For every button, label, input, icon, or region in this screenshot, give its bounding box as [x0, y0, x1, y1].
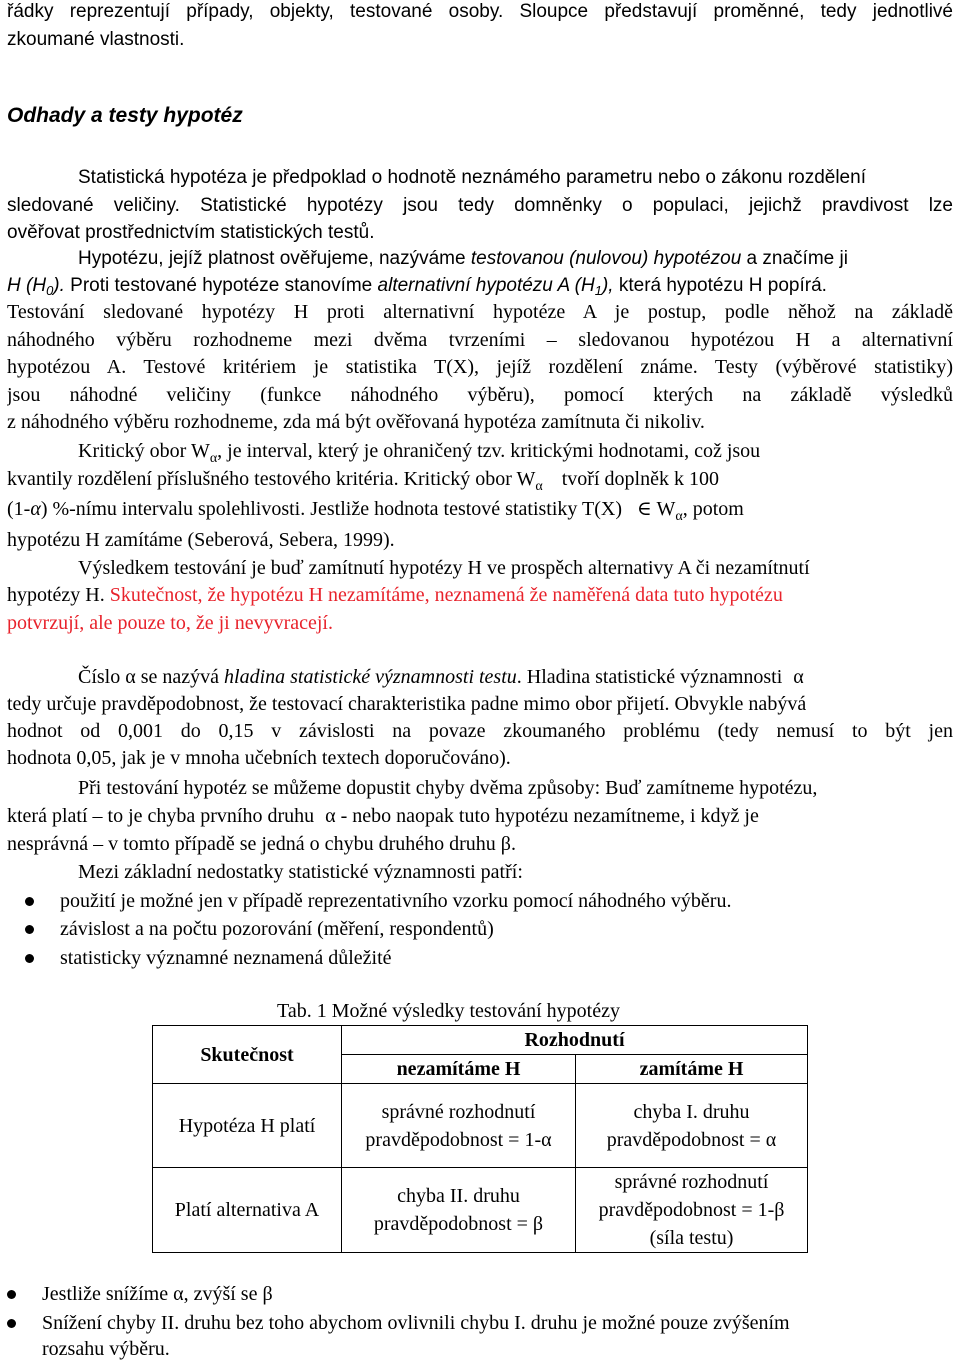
p2-line-2: náhodného výběru rozhodneme mezi dvěma tvrzeními – sledovanou hypotézou H a alternativní: [7, 329, 953, 351]
bullet-dot-5: [7, 1319, 16, 1328]
p4-line-1: Výsledkem testování je buď zamítnutí hypotézy H ve prospěch alternativy A či nezamítnutí: [78, 557, 810, 579]
p5-line-4: hodnota 0,05, jak je v mnoha učebních textech doporučováno).: [7, 747, 511, 769]
cell-2-1-line-2: pravděpodobnost = β: [373, 1213, 544, 1235]
p3-line-3-b: ) %-nímu intervalu spolehlivosti. Jestliže hodnota testové statistiky T(X): [40, 498, 623, 520]
cell-1-2-line-2: pravděpodobnost = α: [606, 1128, 777, 1151]
p2-line-4: jsou náhodné veličiny (funkce náhodného výběru), pomocí kterých na základě výsledků: [7, 384, 953, 406]
p3-line-3: [7, 497, 744, 529]
alpha-symbol-2: α: [125, 666, 136, 688]
alpha-subscript-3: α: [675, 509, 683, 524]
cell-1-1-line-1: správné rozhodnutí: [381, 1100, 536, 1123]
p5-line-1: [78, 665, 804, 689]
p4-line-2: [7, 583, 783, 607]
header-reality: Skutečnost: [153, 1026, 342, 1084]
bottom-bullet-1-a: Jestliže snížíme: [42, 1283, 174, 1305]
bullet-item-2: závislost a na počtu pozorování (měření, respondentů): [60, 918, 494, 940]
p3-line-1-b: , je interval, který je ohraničený tzv. kritickými hodnotami, což jsou: [217, 440, 761, 462]
bullet-item-3: statisticky významné neznamená důležité: [60, 947, 392, 969]
p3-line-2: [7, 467, 719, 499]
intro-line-1: řádky reprezentují případy, objekty, testované osoby. Sloupce představují proměnné, tedy jednotlivé: [7, 1, 953, 22]
p1-line-1: Statistická hypotéza je předpoklad o hodnotě neznámého parametru nebo o zákonu rozdělení: [78, 167, 866, 188]
bullet-dot-3: [25, 954, 34, 963]
p5-line-1-b: se nazývá: [135, 666, 225, 688]
p6-line-3-a: nesprávná – v tomto případě se jedná o chybu druhého druhu: [7, 833, 496, 855]
p1-line-5: [7, 274, 827, 303]
bullet-dot-2: [25, 925, 34, 934]
bottom-bullet-2-line-2: rozsahu výběru.: [42, 1338, 170, 1360]
p1-line-3: ověřovat prostřednictvím statistických testů.: [7, 222, 375, 243]
p2-line-3: hypotézou A. Testové kritériem je statistika T(X), jejíž rozdělení známe. Testy (výběrové statistiky): [7, 356, 953, 378]
alpha-subscript-2: α: [535, 479, 543, 494]
p1-line-2: sledované veličiny. Statistické hypotézy jsou tedy domněnky o populaci, jejichž pravdivost lze: [7, 195, 953, 216]
p6-line-2-a: která platí – to je chyba prvního druhu: [7, 805, 315, 827]
row-alt-true-label: Platí alternativa A: [153, 1168, 342, 1253]
col-reject: zamítáme H: [576, 1055, 808, 1084]
beta-symbol: β: [500, 833, 511, 855]
p6-line-2-b: - nebo naopak tuto hypotézu nezamítneme, i když je: [335, 805, 759, 827]
h0-subscript: 0: [46, 283, 54, 298]
beta-symbol-2: β: [262, 1283, 273, 1305]
p3-line-3-a: (1-: [7, 498, 31, 520]
p1-line-4-c: a značíme ji: [741, 248, 848, 269]
p6-line-1: Při testování hypotéz se můžeme dopustit chyby dvěma způsoby: Buď zamítneme hypotézu,: [78, 777, 818, 799]
h0-close: ).: [53, 275, 65, 296]
intro-line-2: zkoumané vlastnosti.: [7, 29, 185, 50]
h0-label: H (H: [7, 275, 47, 296]
p3-line-2-a: kvantily rozdělení příslušného testového kritéria. Kritický obor W: [7, 468, 536, 490]
p1-line-5-f: která hypotézu H popírá.: [613, 275, 827, 296]
alpha-subscript: α: [209, 451, 218, 466]
table-caption: Tab. 1 Možné výsledky testování hypotézy: [277, 1000, 620, 1022]
p5-line-1-a: Číslo: [78, 666, 126, 688]
p4-line-2-a: hypotézy H.: [7, 584, 110, 606]
alpha-symbol-3: α: [793, 666, 804, 688]
cell-type-2-error: [342, 1168, 576, 1253]
cell-2-2-line-3: (síla testu): [649, 1227, 734, 1249]
alpha-symbol-5: α: [173, 1283, 184, 1305]
p3-line-3-c: W: [651, 498, 676, 520]
p3-line-2-b: tvoří doplněk k 100: [556, 468, 719, 490]
cell-1-1-line-2: pravděpodobnost = 1-α: [365, 1128, 552, 1151]
bottom-bullet-2-line-1: Snížení chyby II. druhu bez toho abychom ovlivnili chybu I. druhu je možné pouze zvýšením: [42, 1312, 790, 1334]
cell-type-1-error: [576, 1084, 808, 1168]
p5-line-1-d: . Hladina statistické významnosti: [516, 666, 783, 688]
alpha-symbol: α: [30, 498, 41, 520]
p6-line-3-b: .: [510, 833, 516, 855]
bullet-dot-4: [7, 1290, 16, 1299]
h1-close: ),: [601, 275, 614, 296]
cell-correct-decision-2: [576, 1168, 808, 1253]
results-table: [152, 1025, 808, 1253]
cell-correct-decision-1: [342, 1084, 576, 1168]
cell-1-2-line-1: chyba I. druhu: [633, 1100, 750, 1123]
p1-line-4: [78, 247, 848, 271]
p2-line-5: z náhodného výběru rozhodneme, zda má být ověřovaná hypotéza zamítnuta či nikoliv.: [7, 411, 705, 433]
h1-subscript: 1: [594, 283, 602, 298]
significance-level-term: hladina statistické významnosti testu: [224, 666, 517, 688]
p5-line-3: hodnot od 0,001 do 0,15 v závislosti na povaze zkoumaného problému (tedy nemusí to být jen: [7, 720, 953, 742]
cell-2-2-line-1: správné rozhodnutí: [614, 1171, 769, 1193]
bullet-item-1: použití je možné jen v případě reprezentativního vzorku pomocí náhodného výběru.: [60, 890, 732, 912]
p3-line-4: hypotézu H zamítáme (Seberová, Sebera, 1999).: [7, 529, 395, 551]
bottom-bullet-1: [42, 1282, 273, 1306]
p1-line-5-c: Proti testované hypotéze stanovíme: [64, 275, 378, 296]
cell-2-2-line-2: pravděpodobnost = 1-β: [598, 1199, 785, 1221]
p3-line-1-a: Kritický obor W: [78, 440, 210, 462]
p3-line-3-d: , potom: [682, 498, 744, 520]
cell-2-1-line-1: chyba II. druhu: [397, 1185, 520, 1207]
col-not-reject: nezamítáme H: [342, 1055, 576, 1084]
bullet-dot-1: [25, 897, 34, 906]
alt-hypothesis-term: alternativní hypotézu A (H: [377, 275, 595, 296]
p6-line-3: [7, 832, 516, 856]
p4-red-statement: Skutečnost, že hypotézu H nezamítáme, neznamená že naměřená data tuto hypotézu: [109, 584, 783, 606]
p7-intro: Mezi základní nedostatky statistické významnosti patří:: [78, 861, 523, 883]
row-h-true-label: Hypotéza H platí: [153, 1084, 342, 1168]
p1-line-4-a: Hypotézu, jejíž platnost ověřujeme, nazýváme: [78, 248, 471, 269]
header-decision: Rozhodnutí: [342, 1026, 808, 1055]
p2-line-1: Testování sledované hypotézy H proti alternativní hypotéze A je postup, podle něhož na základě: [7, 301, 953, 323]
section-heading: Odhady a testy hypotéz: [7, 104, 243, 127]
p5-line-2: tedy určuje pravděpodobnost, že testovací charakteristika padne mimo obor přijetí. Obvykle nabývá: [7, 693, 807, 715]
p4-line-3: potvrzují, ale pouze to, že ji nevyvracejí.: [7, 612, 333, 634]
element-of-symbol: ∈: [637, 498, 652, 520]
bottom-bullet-1-b: , zvýší se: [183, 1283, 263, 1305]
p6-line-2: [7, 804, 759, 828]
null-hypothesis-term: testovanou (nulovou) hypotézou: [470, 248, 742, 269]
alpha-symbol-4: α: [325, 805, 336, 827]
